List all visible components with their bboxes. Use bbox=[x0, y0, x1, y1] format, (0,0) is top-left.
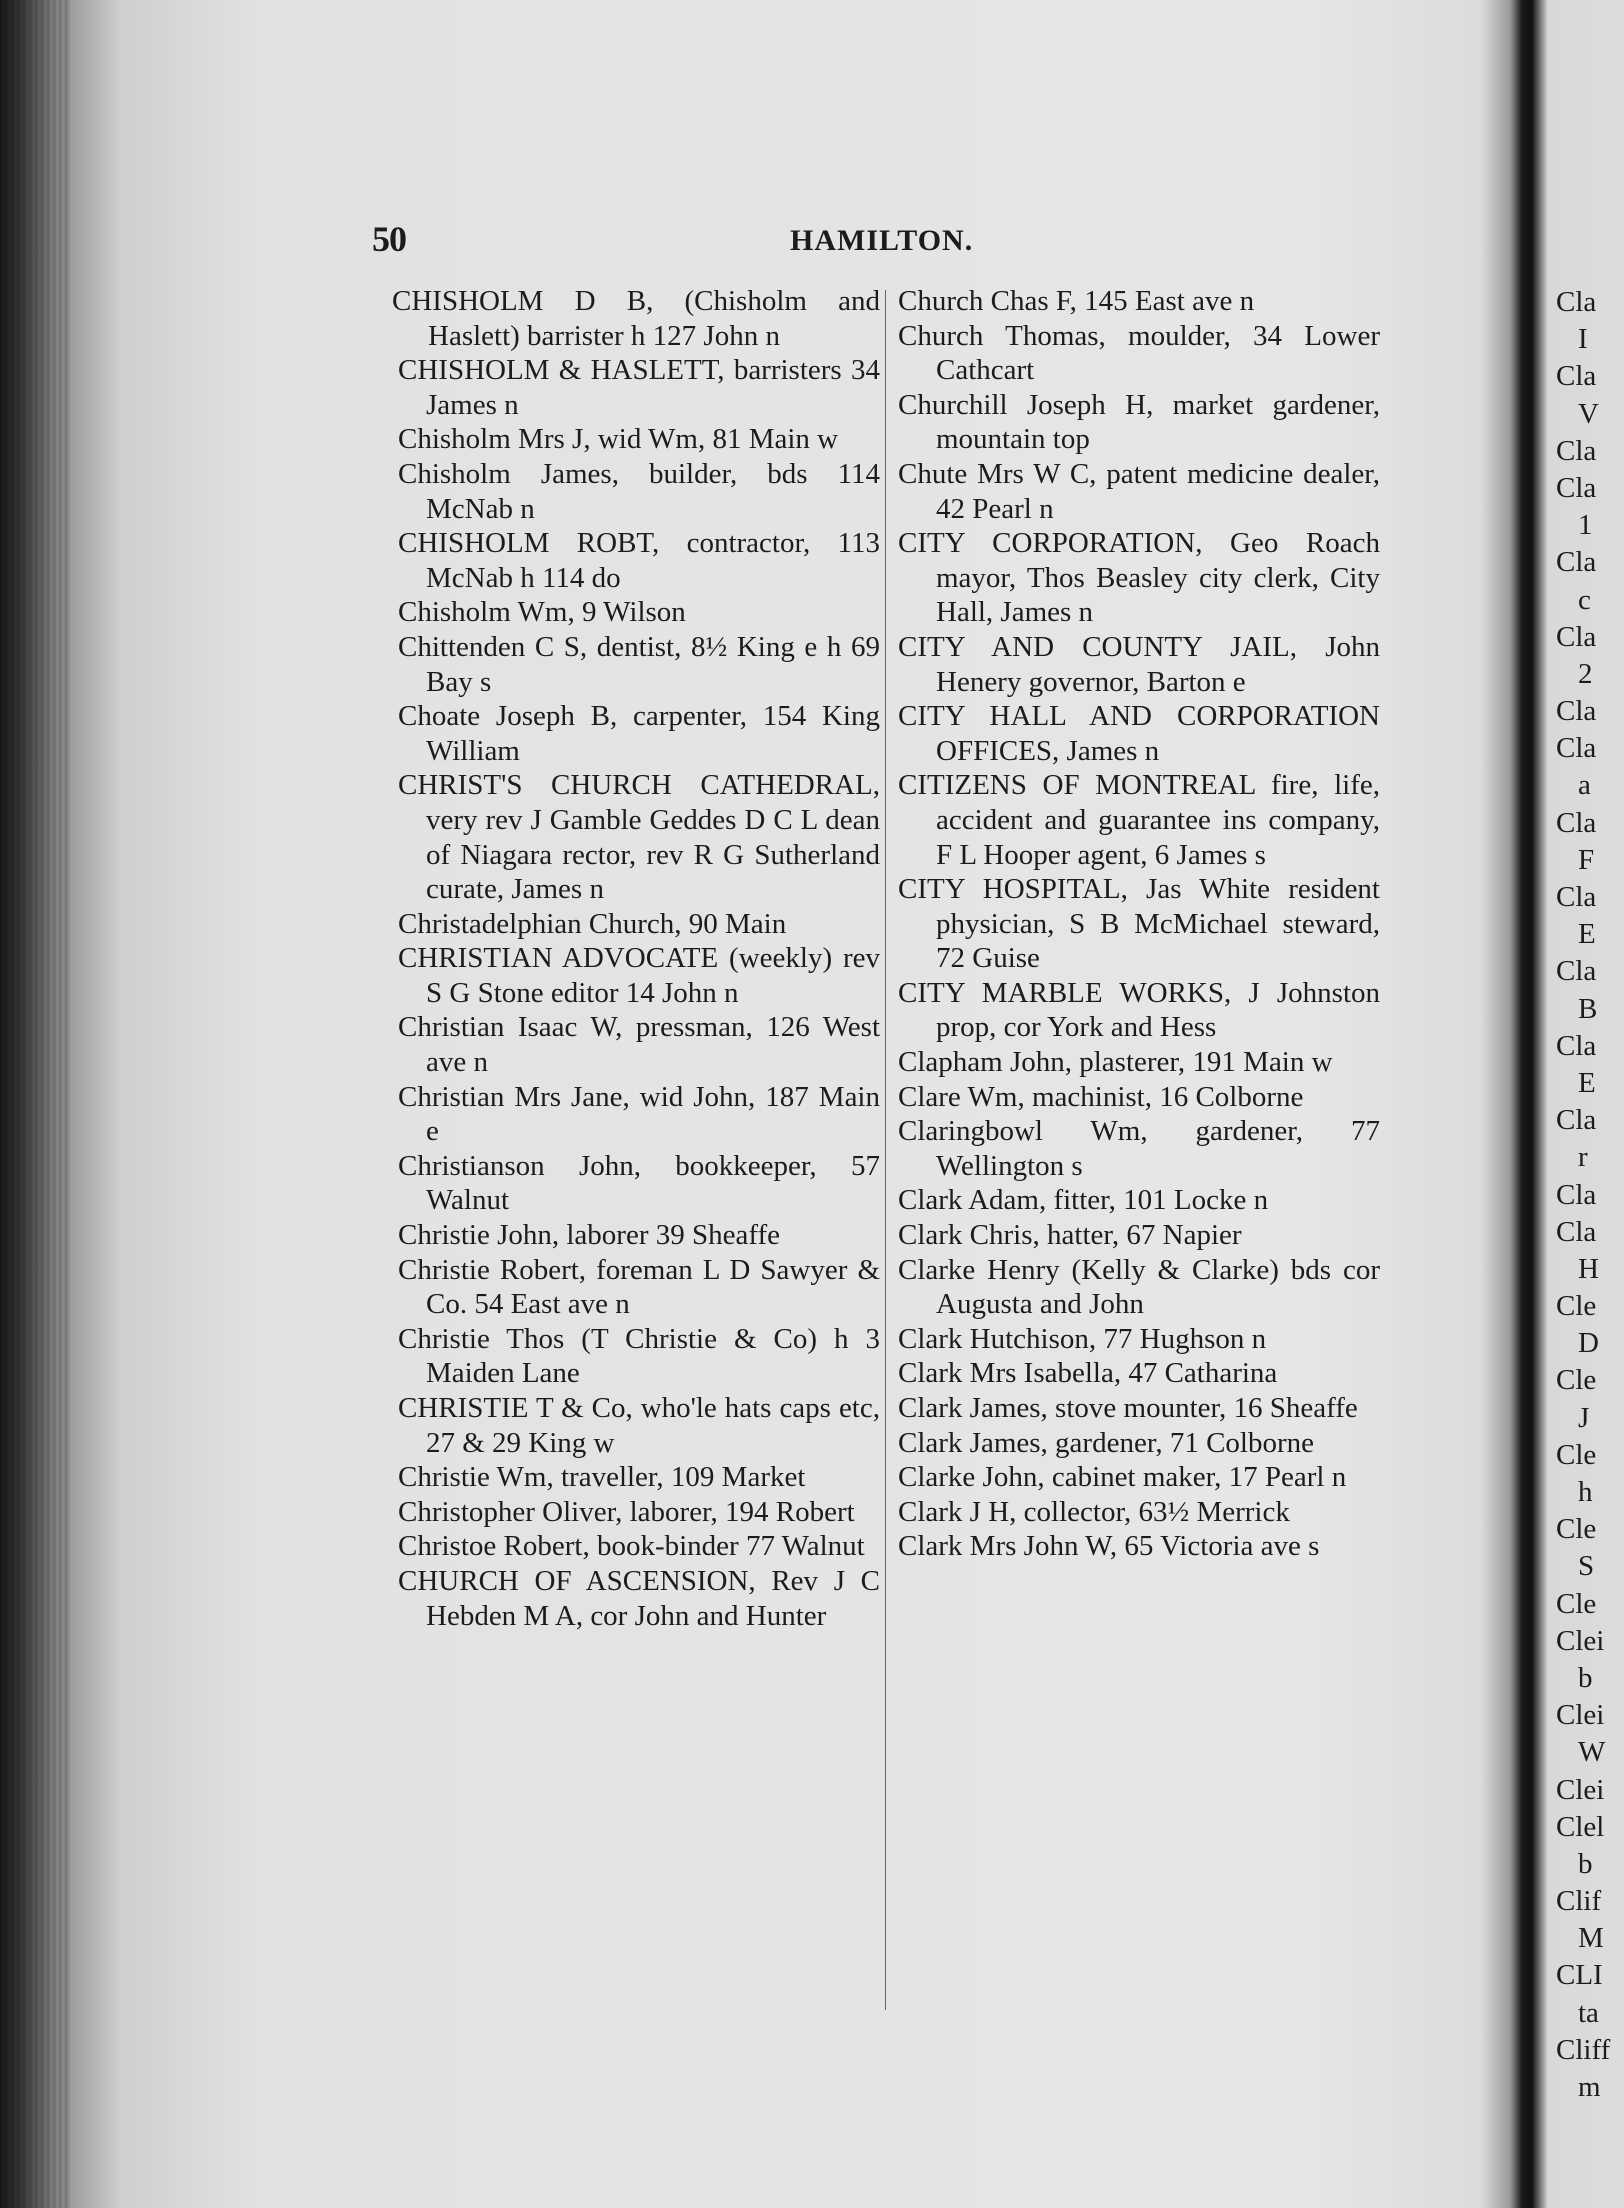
edge-fragment: E bbox=[1578, 918, 1596, 951]
edge-fragment: 2 bbox=[1578, 657, 1593, 690]
directory-entry: Clark James, gardener, 71 Colborne bbox=[898, 1426, 1314, 1459]
edge-fragment: Cle bbox=[1556, 1364, 1597, 1397]
directory-entry: Christadelphian Church, 90 Main bbox=[398, 907, 787, 940]
directory-entry: Christianson John, bookkeeper, 57 Walnut bbox=[398, 1149, 880, 1217]
edge-fragment: Cla bbox=[1556, 881, 1597, 913]
edge-fragment: Cla bbox=[1556, 471, 1597, 504]
directory-entry: Clark Mrs John W, 65 Victoria ave s bbox=[898, 1530, 1320, 1563]
edge-fragment: Clei bbox=[1556, 1624, 1605, 1657]
edge-fragment: b bbox=[1578, 1847, 1593, 1880]
directory-entry: CHISHOLM D B, (Chisholm and Haslett) barrister h 127 John n bbox=[392, 285, 880, 352]
directory-entry: Clarke Henry (Kelly & Clarke) bds cor Augusta and John bbox=[898, 1253, 1380, 1321]
directory-entry: CHRIST'S CHURCH CATHEDRAL, very rev J Gamble Geddes D C L dean of Niagara rector, rev R G Sutherland curate, James n bbox=[398, 769, 880, 906]
directory-entry: Christie Thos (T Christie & Co) h 3 Maiden Lane bbox=[398, 1322, 880, 1390]
directory-entry: Clark Hutchison, 77 Hughson n bbox=[898, 1322, 1267, 1355]
edge-fragment: Clei bbox=[1556, 1699, 1605, 1732]
edge-fragment: Cla bbox=[1556, 286, 1597, 318]
edge-fragment: S bbox=[1578, 1550, 1595, 1583]
edge-fragment: Cla bbox=[1556, 620, 1597, 653]
running-head: HAMILTON. bbox=[790, 224, 974, 257]
edge-fragment: Cla bbox=[1556, 695, 1597, 728]
directory-entry: CHISHOLM ROBT, contractor, 113 McNab h 114 do bbox=[398, 527, 880, 594]
right-column bbox=[896, 284, 1380, 1564]
edge-fragment: Cle bbox=[1556, 1513, 1597, 1546]
directory-entry: CITY CORPORATION, Geo Roach mayor, Thos Beasley city clerk, City Hall, James n bbox=[898, 527, 1380, 629]
edge-fragment: E bbox=[1578, 1066, 1596, 1099]
edge-fragment: b bbox=[1578, 1661, 1593, 1694]
directory-entry: CHRISTIAN ADVOCATE (weekly) rev S G Stone editor 14 John n bbox=[398, 942, 880, 1009]
directory-entry: Chisholm Mrs J, wid Wm, 81 Main w bbox=[398, 423, 839, 456]
directory-entry: Chittenden C S, dentist, 8½ King e h 69 Bay s bbox=[398, 630, 880, 698]
edge-fragment: W bbox=[1578, 1736, 1606, 1769]
directory-entry: Chute Mrs W C, patent medicine dealer, 42 Pearl n bbox=[898, 457, 1380, 525]
directory-entry: Clark Adam, fitter, 101 Locke n bbox=[898, 1184, 1269, 1217]
directory-entry: Church Thomas, moulder, 34 Lower Cathcart bbox=[898, 319, 1380, 387]
directory-entry: CITY HALL AND CORPORATION OFFICES, James n bbox=[898, 700, 1380, 767]
directory-entry: Chisholm Wm, 9 Wilson bbox=[398, 596, 686, 629]
edge-fragment: D bbox=[1578, 1327, 1599, 1360]
edge-fragment: m bbox=[1578, 2071, 1601, 2103]
edge-fragment: Cliff bbox=[1556, 2033, 1611, 2066]
directory-entry: Churchill Joseph H, market gardener, mountain top bbox=[898, 388, 1380, 456]
edge-fragment: Cle bbox=[1556, 1290, 1597, 1323]
directory-entry: Christie Robert, foreman L D Sawyer & Co. 54 East ave n bbox=[398, 1253, 880, 1321]
column-divider bbox=[885, 290, 886, 2010]
directory-entry: Church Chas F, 145 East ave n bbox=[898, 285, 1255, 317]
page-number: 50 bbox=[372, 219, 406, 259]
edge-fragment: Cla bbox=[1556, 1215, 1597, 1248]
edge-fragment: r bbox=[1578, 1141, 1588, 1174]
edge-fragment: a bbox=[1578, 769, 1591, 802]
directory-entry: Christie Wm, traveller, 109 Market bbox=[398, 1461, 806, 1494]
edge-fragment: Cla bbox=[1556, 1178, 1597, 1211]
directory-entry: Christian Isaac W, pressman, 126 West ave n bbox=[398, 1011, 880, 1079]
edge-fragment: F bbox=[1578, 843, 1595, 876]
edge-fragment: Cla bbox=[1556, 434, 1597, 467]
edge-fragment: I bbox=[1578, 323, 1588, 356]
directory-entry: Choate Joseph B, carpenter, 154 King William bbox=[398, 700, 880, 767]
edge-fragment: Cla bbox=[1556, 546, 1597, 579]
directory-entry: Clarke John, cabinet maker, 17 Pearl n bbox=[898, 1461, 1347, 1494]
edge-fragment: Cla bbox=[1556, 1029, 1597, 1062]
edge-fragment: Cle bbox=[1556, 1438, 1597, 1471]
left-column bbox=[392, 284, 880, 1633]
edge-fragment: J bbox=[1578, 1401, 1590, 1434]
edge-fragment: CLI bbox=[1556, 1959, 1603, 1992]
edge-fragment: Clel bbox=[1556, 1810, 1605, 1843]
directory-entry: CHRISTIE T & Co, who'le hats caps etc, 27 & 29 King w bbox=[398, 1392, 880, 1459]
directory-entry: Christie John, laborer 39 Sheaffe bbox=[398, 1219, 781, 1252]
edge-fragment: Cla bbox=[1556, 1104, 1597, 1137]
directory-entry: CITY HOSPITAL, Jas White resident physician, S B McMichael steward, 72 Guise bbox=[898, 873, 1380, 975]
directory-entry: Christian Mrs Jane, wid John, 187 Main e bbox=[398, 1080, 880, 1148]
next-page-edge bbox=[1556, 284, 1624, 2106]
directory-entry: Claringbowl Wm, gardener, 77 Wellington s bbox=[898, 1115, 1380, 1182]
edge-fragment: 1 bbox=[1578, 509, 1593, 542]
directory-entry: CITIZENS OF MONTREAL fire, life, accident and guarantee ins company, F L Hooper agent, 6 James s bbox=[898, 769, 1380, 871]
edge-fragment: V bbox=[1578, 397, 1599, 430]
edge-fragment: Cla bbox=[1556, 955, 1597, 988]
edge-fragment: Clei bbox=[1556, 1773, 1605, 1806]
edge-fragment: c bbox=[1578, 583, 1591, 616]
directory-entry: Clapham John, plasterer, 191 Main w bbox=[898, 1046, 1333, 1079]
directory-entry: CHISHOLM & HASLETT, barristers 34 James n bbox=[398, 354, 880, 421]
book-spine-shadow bbox=[0, 0, 70, 2208]
directory-entry: Clare Wm, machinist, 16 Colborne bbox=[898, 1080, 1304, 1113]
directory-entry: CITY AND COUNTY JAIL, John Henery governor, Barton e bbox=[898, 630, 1380, 698]
directory-entry: Clark James, stove mounter, 16 Sheaffe bbox=[898, 1392, 1358, 1424]
edge-fragment: Clif bbox=[1556, 1885, 1602, 1918]
edge-fragment: Cle bbox=[1556, 1587, 1597, 1620]
directory-entry: Clark Mrs Isabella, 47 Catharina bbox=[898, 1357, 1278, 1390]
directory-entry: Chisholm James, builder, bds 114 McNab n bbox=[398, 457, 880, 525]
directory-entry: CHURCH OF ASCENSION, Rev J C Hebden M A, cor John and Hunter bbox=[398, 1564, 880, 1632]
directory-entry: Clark Chris, hatter, 67 Napier bbox=[898, 1219, 1242, 1252]
edge-fragment: Cla bbox=[1556, 806, 1597, 839]
edge-fragment: ta bbox=[1578, 1996, 1599, 2029]
edge-fragment: M bbox=[1578, 1922, 1604, 1955]
directory-entry: CITY MARBLE WORKS, J Johnston prop, cor York and Hess bbox=[898, 976, 1380, 1044]
edge-fragment: h bbox=[1578, 1476, 1593, 1508]
edge-fragment: Cla bbox=[1556, 732, 1597, 765]
directory-entry: Christopher Oliver, laborer, 194 Robert bbox=[398, 1495, 855, 1528]
edge-fragment: Cla bbox=[1556, 360, 1597, 393]
edge-fragment: H bbox=[1578, 1252, 1599, 1285]
edge-fragment: B bbox=[1578, 992, 1598, 1025]
directory-entry: Clark J H, collector, 63½ Merrick bbox=[898, 1495, 1290, 1528]
directory-entry: Christoe Robert, book-binder 77 Walnut bbox=[398, 1530, 865, 1563]
